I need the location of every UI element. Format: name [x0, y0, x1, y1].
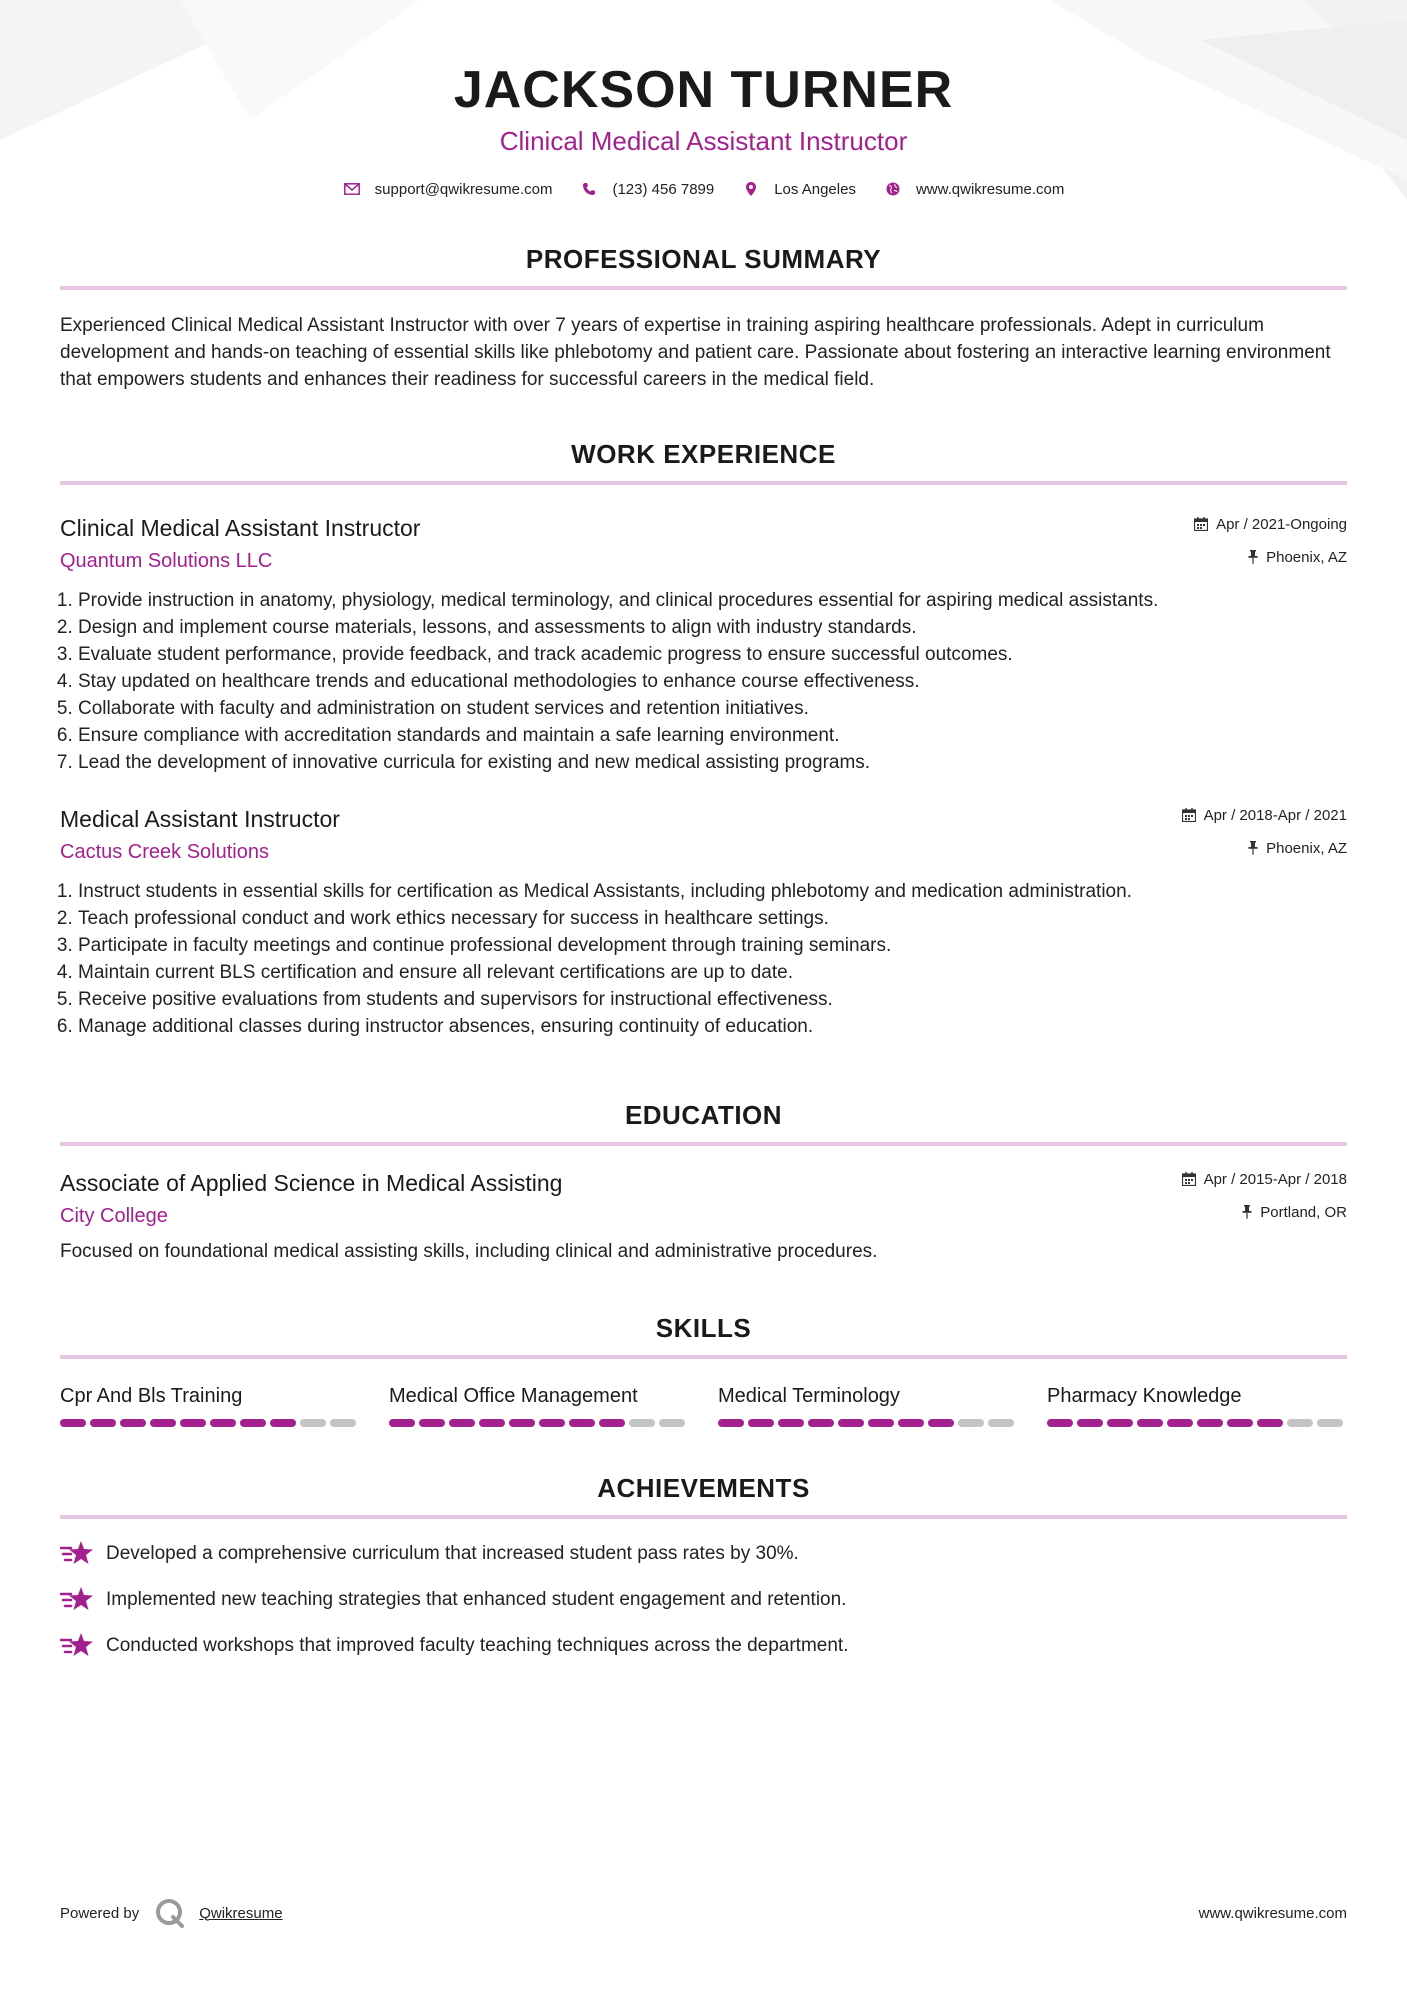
skill-name: Medical Terminology [718, 1385, 900, 1407]
skill-segment-empty [330, 1419, 356, 1427]
powered-by-label: Powered by [60, 1904, 140, 1922]
skill-segment-filled [90, 1419, 116, 1427]
footer-website-link[interactable]: www.qwikresume.com [1198, 1904, 1347, 1922]
skill-level-bar [1047, 1419, 1347, 1427]
skill-segment-filled [569, 1419, 595, 1427]
job-duties-list [60, 587, 1347, 776]
experience-section [60, 437, 1347, 1040]
skill-segment-filled [868, 1419, 894, 1427]
achievement-text: Developed a comprehensive curriculum that increased student pass rates by 30%. [106, 1543, 799, 1564]
phone-icon [580, 180, 598, 198]
skill-name: Pharmacy Knowledge [1047, 1385, 1242, 1407]
education-dates: Apr / 2015-Apr / 2018 [1203, 1170, 1347, 1188]
duty-item: 6. Manage additional classes during instructor absences, ensuring continuity of education. [78, 1013, 1347, 1040]
contact-location [742, 180, 856, 198]
achievement-item [60, 1631, 1347, 1661]
contact-phone[interactable] [580, 180, 714, 198]
job-company: Quantum Solutions LLC [60, 550, 273, 572]
shooting-star-icon [60, 1631, 96, 1661]
skill-segment-filled [509, 1419, 535, 1427]
duty-item: 1. Provide instruction in anatomy, physiology, medical terminology, and clinical procedures essential for aspiring medical assistants. [78, 587, 1347, 614]
skill-name: Cpr And Bls Training [60, 1385, 243, 1407]
contact-email[interactable] [343, 180, 553, 198]
achievements-heading: ACHIEVEMENTS [597, 1473, 810, 1503]
phone-text: (123) 456 7899 [612, 180, 715, 198]
job-duties-list [60, 878, 1347, 1040]
section-divider [60, 481, 1347, 485]
skill-segment-filled [1107, 1419, 1133, 1427]
contact-bar [0, 180, 1407, 198]
skill-name: Medical Office Management [389, 1385, 638, 1407]
achievement-item [60, 1585, 1347, 1615]
skill-segment-filled [120, 1419, 146, 1427]
map-pin-icon [742, 180, 760, 198]
achievement-item [60, 1539, 1347, 1569]
skill-segment-filled [539, 1419, 565, 1427]
degree-name: Associate of Applied Science in Medical Assisting [60, 1170, 563, 1196]
skill-segment-filled [180, 1419, 206, 1427]
skill-segment-filled [60, 1419, 86, 1427]
duty-item: 2. Teach professional conduct and work ethics necessary for success in healthcare settings. [78, 905, 1347, 932]
duty-item: 5. Receive positive evaluations from students and supervisors for instructional effectiveness. [78, 986, 1347, 1013]
achievement-text: Implemented new teaching strategies that enhanced student engagement and retention. [106, 1589, 847, 1610]
achievement-text: Conducted workshops that improved faculty teaching techniques across the department. [106, 1635, 849, 1656]
education-description: Focused on foundational medical assisting skills, including clinical and administrative procedures. [60, 1241, 878, 1262]
calendar-icon [1182, 1172, 1196, 1186]
skills-section [60, 1311, 1347, 1427]
qwikresume-link[interactable]: Qwikresume [199, 1904, 283, 1922]
qwikresume-logo-icon [155, 1898, 185, 1928]
education-location: Portland, OR [1260, 1203, 1347, 1221]
envelope-icon [343, 180, 361, 198]
page-footer [60, 1898, 1347, 1928]
skill-segment-filled [748, 1419, 774, 1427]
skill-segment-filled [389, 1419, 415, 1427]
job-entry [60, 804, 1347, 1040]
job-location: Phoenix, AZ [1266, 548, 1347, 566]
skill-segment-filled [1077, 1419, 1103, 1427]
pushpin-icon [1248, 550, 1258, 564]
job-dates: Apr / 2018-Apr / 2021 [1203, 806, 1347, 824]
skill-segment-filled [599, 1419, 625, 1427]
skill-segment-filled [1257, 1419, 1283, 1427]
duty-item: 1. Instruct students in essential skills for certification as Medical Assistants, including phlebotomy and medication administration. [78, 878, 1347, 905]
job-role: Clinical Medical Assistant Instructor [60, 515, 421, 541]
summary-section [60, 242, 1347, 393]
experience-heading: WORK EXPERIENCE [571, 439, 836, 469]
pushpin-icon [1242, 1205, 1252, 1219]
website-text: www.qwikresume.com [915, 180, 1065, 198]
skill-segment-filled [778, 1419, 804, 1427]
skill-segment-empty [988, 1419, 1014, 1427]
skill-segment-filled [479, 1419, 505, 1427]
email-text: support@qwikresume.com [374, 180, 553, 198]
skill-item [1047, 1383, 1347, 1427]
skill-segment-filled [1047, 1419, 1073, 1427]
skill-segment-empty [629, 1419, 655, 1427]
skill-level-bar [60, 1419, 360, 1427]
job-entry [60, 513, 1347, 776]
calendar-icon [1194, 517, 1208, 531]
summary-heading: PROFESSIONAL SUMMARY [525, 244, 882, 274]
contact-website[interactable] [884, 180, 1064, 198]
location-text: Los Angeles [774, 180, 856, 198]
section-divider [60, 1355, 1347, 1359]
shooting-star-icon [60, 1539, 96, 1569]
skill-segment-empty [1317, 1419, 1343, 1427]
candidate-name: JACKSON TURNER [453, 61, 954, 119]
skill-segment-filled [419, 1419, 445, 1427]
calendar-icon [1182, 808, 1196, 822]
achievements-section [60, 1471, 1347, 1661]
summary-text: Experienced Clinical Medical Assistant Instructor with over 7 years of expertise in training aspiring healthcare professionals. Adept in curriculum development and hands-on teaching of essential skills like phlebotomy and patient care. Passionate about fostering an interactive learning environment that empowers students and enhances their readiness for successful careers in the medical field. [60, 315, 1331, 390]
candidate-title: Clinical Medical Assistant Instructor [499, 126, 908, 156]
skill-segment-filled [1197, 1419, 1223, 1427]
skill-segment-empty [1287, 1419, 1313, 1427]
duty-item: 7. Lead the development of innovative curricula for existing and new medical assisting programs. [78, 749, 1347, 776]
education-entry [60, 1168, 1347, 1265]
skill-level-bar [389, 1419, 689, 1427]
skill-segment-filled [1227, 1419, 1253, 1427]
duty-item: 3. Evaluate student performance, provide feedback, and track academic progress to ensure successful outcomes. [78, 641, 1347, 668]
skill-segment-filled [210, 1419, 236, 1427]
skill-item [60, 1383, 360, 1427]
skill-segment-filled [1137, 1419, 1163, 1427]
job-role: Medical Assistant Instructor [60, 806, 340, 832]
resume-header [0, 0, 1407, 198]
job-company: Cactus Creek Solutions [60, 841, 269, 863]
skill-item [718, 1383, 1018, 1427]
education-section [60, 1098, 1347, 1265]
duty-item: 4. Stay updated on healthcare trends and educational methodologies to enhance course effectiveness. [78, 668, 1347, 695]
skill-segment-empty [300, 1419, 326, 1427]
skills-heading: SKILLS [655, 1313, 752, 1343]
section-divider [60, 286, 1347, 290]
skill-segment-filled [1167, 1419, 1193, 1427]
school-name: City College [60, 1205, 168, 1227]
skill-segment-empty [659, 1419, 685, 1427]
skill-segment-filled [808, 1419, 834, 1427]
skill-segment-filled [270, 1419, 296, 1427]
skill-segment-filled [718, 1419, 744, 1427]
job-dates: Apr / 2021-Ongoing [1216, 515, 1347, 533]
skill-segment-empty [958, 1419, 984, 1427]
skill-segment-filled [150, 1419, 176, 1427]
skill-item [389, 1383, 689, 1427]
job-location: Phoenix, AZ [1266, 839, 1347, 857]
shooting-star-icon [60, 1585, 96, 1615]
duty-item: 3. Participate in faculty meetings and continue professional development through training seminars. [78, 932, 1347, 959]
skill-level-bar [718, 1419, 1018, 1427]
pushpin-icon [1248, 841, 1258, 855]
duty-item: 2. Design and implement course materials, lessons, and assessments to align with industry standards. [78, 614, 1347, 641]
skill-segment-filled [449, 1419, 475, 1427]
skill-segment-filled [240, 1419, 266, 1427]
section-divider [60, 1515, 1347, 1519]
skill-segment-filled [928, 1419, 954, 1427]
skills-list [60, 1383, 1347, 1427]
skill-segment-filled [898, 1419, 924, 1427]
duty-item: 6. Ensure compliance with accreditation standards and maintain a safe learning environment. [78, 722, 1347, 749]
education-heading: EDUCATION [624, 1100, 783, 1130]
duty-item: 5. Collaborate with faculty and administration on student services and retention initiatives. [78, 695, 1347, 722]
globe-icon [884, 180, 902, 198]
skill-segment-filled [838, 1419, 864, 1427]
section-divider [60, 1142, 1347, 1146]
duty-item: 4. Maintain current BLS certification and ensure all relevant certifications are up to date. [78, 959, 1347, 986]
